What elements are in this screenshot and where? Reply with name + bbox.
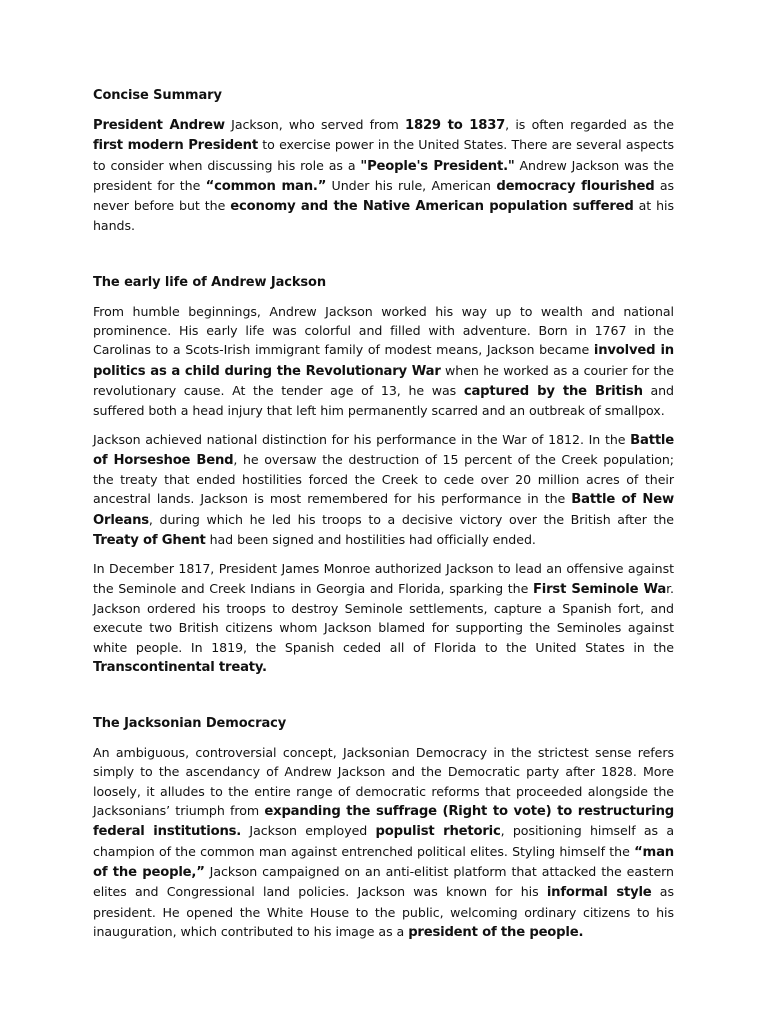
paragraph: [93, 115, 674, 236]
bold-text: First Seminole Wa: [532, 581, 667, 597]
body-text: , positioning himself as a champion of the common man against entrenched political elites. Styling himself the: [93, 823, 674, 859]
section-2: [93, 273, 674, 677]
bold-text: Battle of New Orleans: [93, 492, 674, 528]
body-text: at his hands.: [93, 198, 675, 234]
paragraph: [93, 302, 674, 421]
body-text: as president. He opened the White House to the public, welcoming ordinary citizens to his inauguration, which contributed to his image as a: [93, 884, 674, 939]
body-text: Jackson achieved national distinction for his performance in the War of 1812. In the: [93, 431, 631, 447]
body-text: An ambiguous, controversial concept, Jacksonian Democracy in the strictest sense refers simply to the ascendancy of Andrew Jackson and the Democratic party after 1828. More loosely, it alludes to the entire range of democratic reforms that proceeded alongside the Jacksonians’ triumph from: [93, 745, 674, 819]
body-text: r. Jackson ordered his troops to destroy Seminole settlements, capture a Spanish fort, and execute two British citizens whom Jackson blamed for supporting the Seminoles against white people. In 1819, the Spanish ceded all of Florida to the United States in the: [93, 580, 674, 655]
body-text: Andrew Jackson was the president for the: [93, 157, 675, 193]
section-heading: Concise Summary: [93, 88, 222, 103]
bold-text: involved in politics as a child during the Revolutionary War: [93, 343, 674, 379]
body-text: Jackson, who served from: [224, 117, 405, 132]
bold-text: Transcontinental treaty.: [93, 659, 267, 675]
body-text: Jackson campaigned on an anti-elitist platform that attacked the eastern elites and Congressional land policies. Jackson was known for his: [93, 863, 674, 900]
section-1: [93, 86, 674, 236]
body-text: , he oversaw the destruction of 15 percent of the Creek population; the treaty that ended hostilities forced the Creek to cede over 20 million acres of their ancestral lands. Jackson is most remembered for his performance in the: [93, 451, 674, 507]
body-text: when he worked as a courier for the revolutionary cause. At the tender age of 13, he was: [93, 362, 674, 398]
body-text: , is often regarded as the: [505, 117, 674, 132]
paragraph: [93, 743, 674, 942]
bold-text: democracy flourished: [496, 178, 655, 194]
bold-text: informal style: [546, 885, 652, 901]
bold-text: 1829 to 1837: [405, 118, 506, 133]
body-text: to exercise power in the United States. There are several aspects to consider when discussing his role as a: [93, 137, 674, 173]
body-text: , during which he led his troops to a decisive victory over the British after the: [148, 511, 674, 527]
section-gap: [93, 245, 674, 273]
bold-text: Battle of Horseshoe Bend: [93, 432, 674, 468]
document-body: [93, 86, 674, 942]
section-gap: [93, 686, 674, 714]
bold-text: economy and the Native American population suffered: [230, 199, 634, 215]
section-heading: The early life of Andrew Jackson: [93, 274, 327, 290]
bold-text: populist rhetoric: [375, 824, 501, 840]
bold-text: "People's President.": [360, 158, 515, 174]
bold-text: first modern President: [93, 138, 258, 154]
body-text: and suffered both a head injury that left him permanently scarred and an outbreak of smallpox.: [93, 382, 674, 419]
paragraph: [93, 559, 674, 677]
bold-text: expanding the suffrage (Right to vote) to restructuring federal institutions.: [93, 804, 674, 840]
bold-text: Treaty of Ghent: [93, 533, 206, 549]
bold-text: President Andrew: [93, 118, 225, 133]
bold-text: president of the people.: [408, 924, 584, 940]
body-text: had been signed and hostilities had officially ended.: [205, 532, 536, 548]
paragraph: [93, 430, 674, 551]
body-text: Under his rule, American: [326, 177, 497, 193]
body-text: as never before but the: [93, 177, 674, 214]
bold-text: captured by the British: [463, 383, 643, 399]
section-3: [93, 714, 674, 942]
section-heading: The Jacksonian Democracy: [93, 716, 287, 732]
bold-text: “man of the people,”: [93, 844, 674, 880]
body-text: From humble beginnings, Andrew Jackson worked his way up to wealth and national prominence. His early life was colorful and filled with adventure. Born in 1767 in the Carolinas to a Scots-Irish immigrant family of modest means, Jackson became: [93, 303, 674, 358]
bold-text: “common man.”: [205, 178, 327, 194]
body-text: Jackson employed: [241, 823, 376, 839]
body-text: In December 1817, President James Monroe authorized Jackson to lead an offensive against the Seminole and Creek Indians in Georgia and Florida, sparking the: [93, 561, 674, 596]
